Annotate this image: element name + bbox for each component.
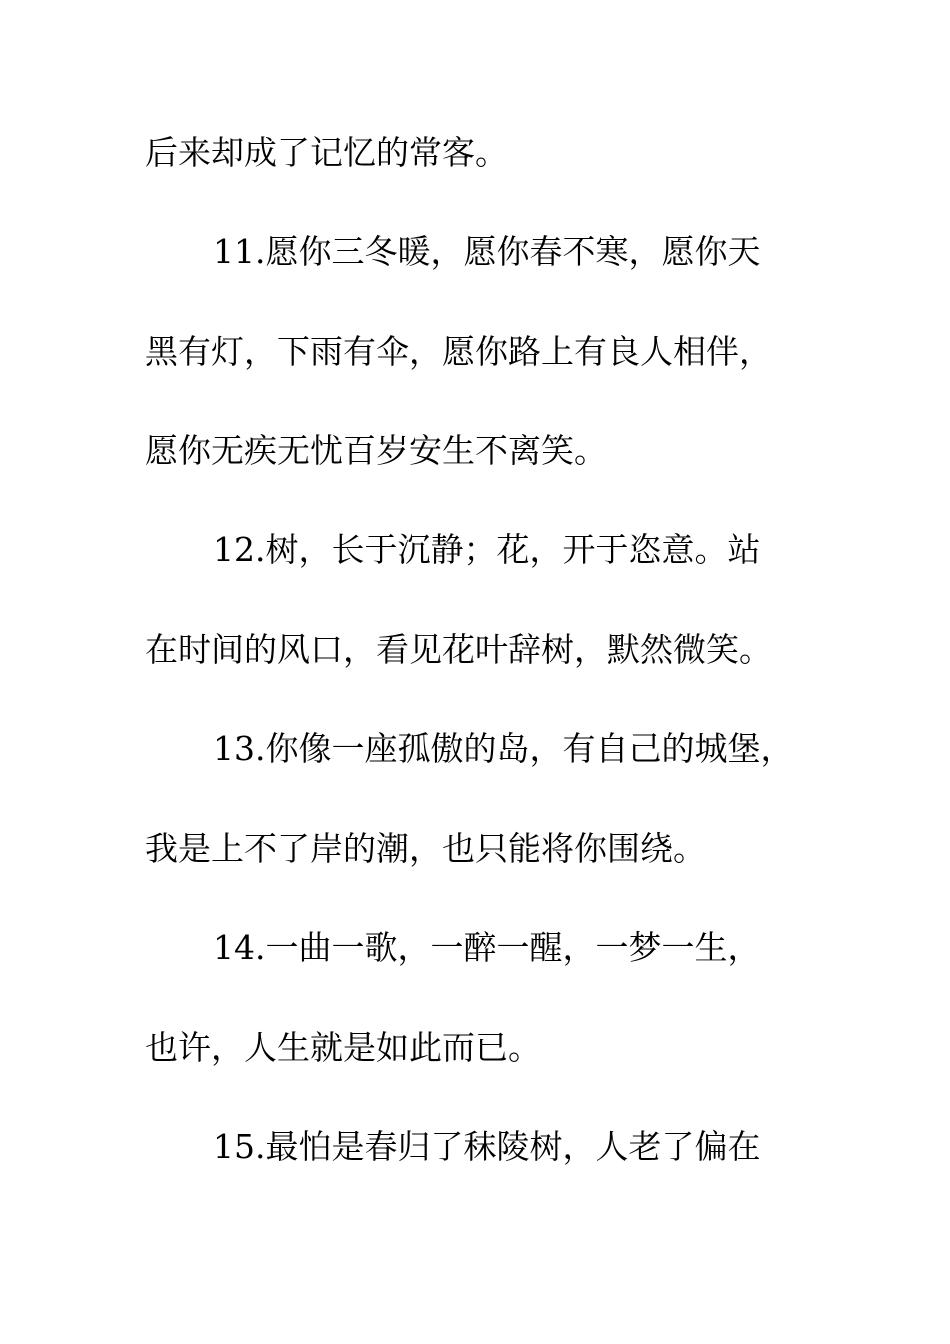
text-line: 在时间的风口，看见花叶辞树，默然微笑。 [145, 630, 772, 669]
text-line: 愿你无疾无忧百岁安生不离笑。 [145, 431, 607, 470]
text-line: 12.树，长于沉静；花，开于恣意。站 [213, 530, 761, 569]
text-line: 黑有灯，下雨有伞，愿你路上有良人相伴， [145, 332, 772, 371]
text-line: 15.最怕是春归了秣陵树，人老了偏在 [213, 1127, 761, 1166]
text-line: 也许，人生就是如此而已。 [145, 1028, 541, 1067]
text-line: 后来却成了记忆的常客。 [145, 133, 508, 172]
text-line: 13.你像一座孤傲的岛，有自己的城堡， [213, 729, 794, 768]
text-line: 我是上不了岸的潮，也只能将你围绕。 [145, 829, 706, 868]
text-line: 14.一曲一歌，一醉一醒，一梦一生， [213, 928, 761, 967]
text-line: 11.愿你三冬暖，愿你春不寒，愿你天 [213, 232, 761, 271]
